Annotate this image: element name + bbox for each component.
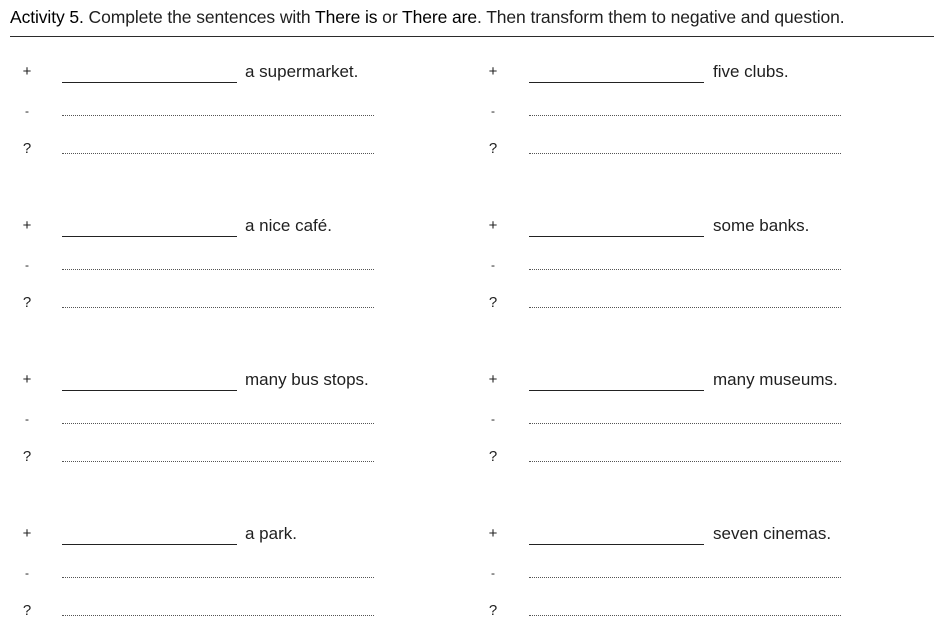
affirmative-answer-blank[interactable] — [529, 236, 704, 237]
negative-answer-line[interactable] — [529, 115, 841, 116]
negative-answer-line[interactable] — [529, 269, 841, 270]
affirmative-sign: + — [488, 217, 498, 234]
affirmative-sign: + — [22, 371, 32, 388]
negative-answer-line[interactable] — [62, 577, 374, 578]
negative-answer-line[interactable] — [529, 423, 841, 424]
negative-sign: - — [25, 258, 29, 272]
instruction-text-1: Complete the sentences with — [83, 7, 315, 27]
question-sign: ? — [22, 140, 32, 157]
question-answer-line[interactable] — [62, 615, 374, 616]
instruction-text-2: or — [377, 7, 402, 27]
instruction-text-3: . Then transform them to negative and question. — [476, 7, 845, 27]
sentence-ending: seven cinemas. — [713, 524, 832, 543]
negative-sign: - — [25, 104, 29, 118]
negative-sign: - — [491, 104, 495, 118]
negative-sign: - — [25, 412, 29, 426]
affirmative-answer-blank[interactable] — [62, 390, 237, 391]
affirmative-answer-blank[interactable] — [62, 236, 237, 237]
sentence-ending: a nice café. — [245, 216, 332, 235]
question-answer-line[interactable] — [62, 307, 374, 308]
affirmative-answer-blank[interactable] — [62, 544, 237, 545]
affirmative-sign: + — [488, 525, 498, 542]
affirmative-sign: + — [22, 63, 32, 80]
question-answer-line[interactable] — [529, 615, 841, 616]
negative-answer-line[interactable] — [62, 269, 374, 270]
question-sign: ? — [22, 448, 32, 465]
negative-sign: - — [491, 566, 495, 580]
sentence-ending: a supermarket. — [245, 62, 359, 81]
question-sign: ? — [488, 448, 498, 465]
negative-answer-line[interactable] — [62, 115, 374, 116]
question-sign: ? — [488, 294, 498, 311]
negative-sign: - — [491, 258, 495, 272]
question-answer-line[interactable] — [62, 461, 374, 462]
negative-sign: - — [25, 566, 29, 580]
phrase-there-are: There are — [402, 7, 477, 27]
question-sign: ? — [22, 602, 32, 619]
question-answer-line[interactable] — [529, 307, 841, 308]
affirmative-answer-blank[interactable] — [529, 82, 704, 83]
question-sign: ? — [488, 140, 498, 157]
activity-number: Activity 5. — [10, 7, 84, 27]
activity-instruction — [10, 0, 934, 37]
question-answer-line[interactable] — [529, 461, 841, 462]
question-answer-line[interactable] — [529, 153, 841, 154]
phrase-there-is: There is — [315, 7, 378, 27]
negative-sign: - — [491, 412, 495, 426]
affirmative-answer-blank[interactable] — [529, 544, 704, 545]
negative-answer-line[interactable] — [62, 423, 374, 424]
question-sign: ? — [488, 602, 498, 619]
negative-answer-line[interactable] — [529, 577, 841, 578]
question-sign: ? — [22, 294, 32, 311]
affirmative-sign: + — [488, 63, 498, 80]
sentence-ending: some banks. — [713, 216, 810, 235]
affirmative-answer-blank[interactable] — [62, 82, 237, 83]
affirmative-sign: + — [22, 217, 32, 234]
sentence-ending: a park. — [245, 524, 297, 543]
affirmative-answer-blank[interactable] — [529, 390, 704, 391]
sentence-ending: many museums. — [713, 370, 838, 389]
sentence-ending: many bus stops. — [245, 370, 369, 389]
affirmative-sign: + — [488, 371, 498, 388]
sentence-ending: five clubs. — [713, 62, 789, 81]
affirmative-sign: + — [22, 525, 32, 542]
question-answer-line[interactable] — [62, 153, 374, 154]
